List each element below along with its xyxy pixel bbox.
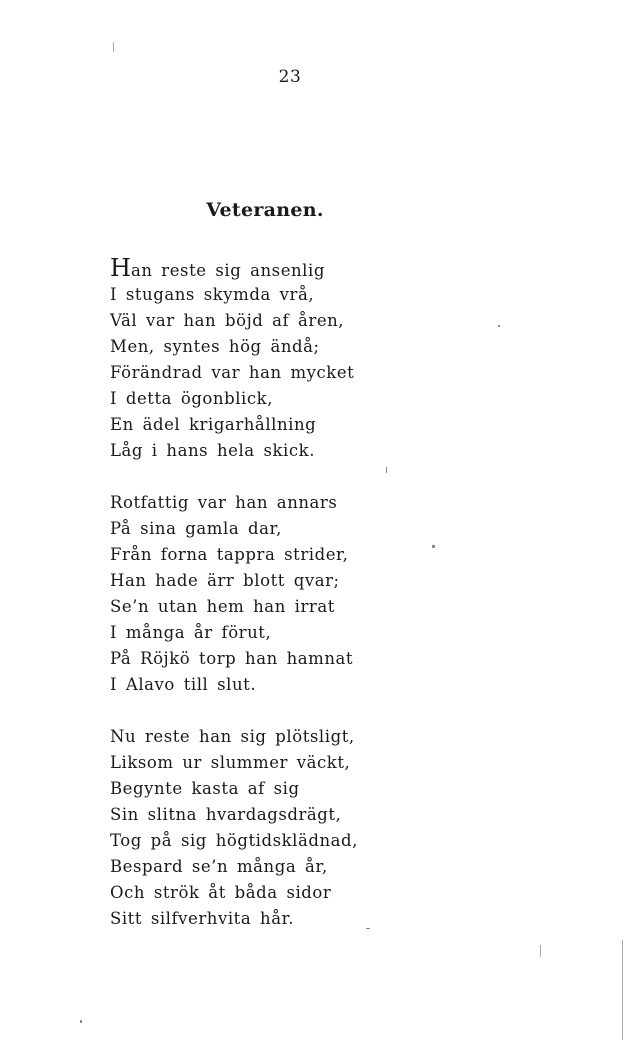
poem-line: Tog på sig högtidsklädnad, (110, 831, 358, 850)
drop-cap: H (110, 254, 131, 282)
stanza-1 (110, 254, 580, 464)
scan-mark (622, 940, 623, 1040)
scan-mark (113, 42, 114, 52)
poem-line: Sin slitna hvardagsdrägt, (110, 805, 342, 824)
poem-line (110, 254, 580, 282)
poem-title: Veteranen. (206, 199, 324, 221)
poem-line: Väl var han böjd af åren, (110, 311, 345, 330)
page-number: 23 (278, 67, 302, 87)
stanza-2 (110, 490, 580, 698)
poem-line: En ädel krigarhållning (110, 415, 317, 434)
poem-line: I stugans skymda vrå, (110, 285, 315, 304)
poem-line: På Röjkö torp han hamnat (110, 649, 354, 668)
poem-line: Rotfattig var han annars (110, 493, 338, 512)
poem-line: Han hade ärr blott qvar; (110, 571, 340, 590)
poem-line: Se’n utan hem han irrat (110, 597, 335, 616)
poem-line: Sitt silfverhvita hår. (110, 909, 295, 928)
poem-line: Bespard se’n många år, (110, 857, 328, 876)
poem-line: Från forna tappra strider, (110, 545, 349, 564)
poem-line: I Alavo till slut. (110, 675, 257, 694)
poem-line: I många år förut, (110, 623, 272, 642)
stanza-3 (110, 724, 580, 932)
poem-line: Nu reste han sig plötsligt, (110, 727, 355, 746)
scan-speck (80, 1020, 82, 1023)
poem-line: Men, syntes hög ändå; (110, 337, 320, 356)
poem-body (110, 254, 580, 932)
poem-line: Låg i hans hela skick. (110, 441, 316, 460)
poem-line: Och strök åt båda sidor (110, 883, 332, 902)
poem-line: Begynte kasta af sig (110, 779, 300, 798)
scan-mark (540, 945, 541, 957)
poem-line: I detta ögonblick, (110, 389, 273, 408)
poem-line: På sina gamla dar, (110, 519, 282, 538)
poem-line: Förändrad var han mycket (110, 363, 355, 382)
poem-line: Liksom ur slummer väckt, (110, 753, 351, 772)
first-line-text: an reste sig ansenlig (130, 261, 325, 280)
